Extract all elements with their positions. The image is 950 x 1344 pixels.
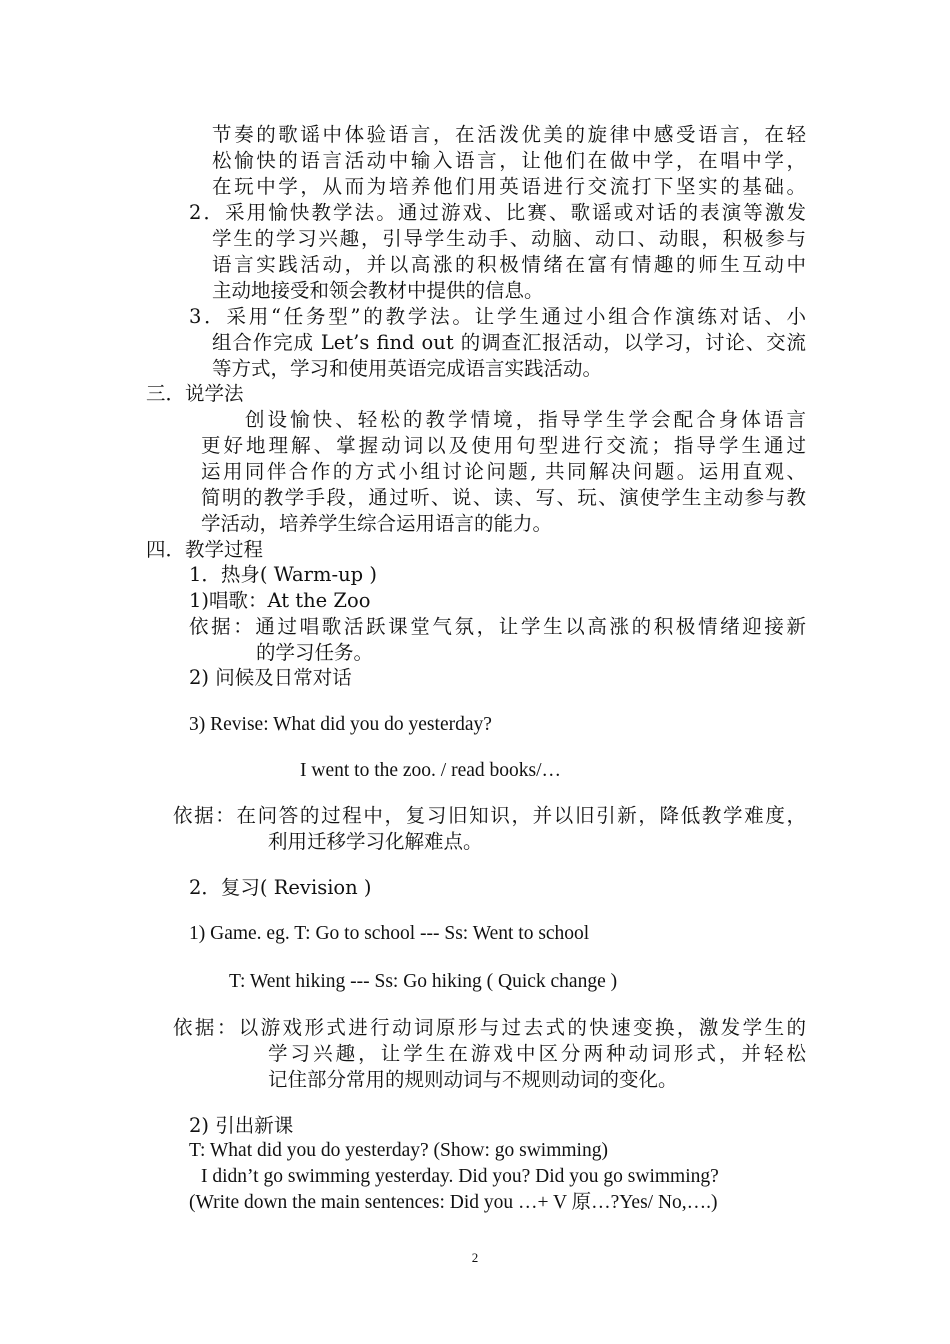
text-line: 依据：以游戏形式进行动词原形与过去式的快速变换，激发学生的 [173, 1016, 806, 1039]
section-heading-4: 四．教学过程 [146, 538, 264, 561]
section-heading-3: 三．说学法 [146, 382, 244, 405]
subsection-heading: 2．复习( Revision ) [189, 876, 372, 899]
text-line: T: What did you do yesterday? (Show: go swimming) [189, 1140, 608, 1161]
text-line: 运用同伴合作的方式小组讨论问题, 共同解决问题。运用直观、 [201, 460, 806, 483]
text-line: 学活动，培养学生综合运用语言的能力。 [201, 512, 553, 535]
text-line: I didn’t go swimming yesterday. Did you? Did you go swimming? [201, 1166, 719, 1187]
text-line: 1) Game. eg. T: Go to school --- Ss: Went to school [189, 923, 590, 944]
text-line: 节奏的歌谣中体验语言，在活泼优美的旋律中感受语言，在轻 [212, 123, 806, 146]
subsection-heading: 1．热身( Warm-up ) [189, 563, 377, 586]
text-line: 松愉快的语言活动中输入语言，让他们在做中学，在唱中学， [212, 149, 806, 172]
text-line: 2) 引出新课 [189, 1114, 294, 1137]
text-line: 等方式，学习和使用英语完成语言实践活动。 [212, 357, 603, 380]
text-line: 依据：在问答的过程中，复习旧知识，并以旧引新，降低教学难度， [173, 804, 806, 827]
text-line: 记住部分常用的规则动词与不规则动词的变化。 [268, 1068, 678, 1091]
text-line: 利用迁移学习化解难点。 [268, 830, 483, 853]
text-line: 创设愉快、轻松的教学情境，指导学生学会配合身体语言 [245, 408, 806, 431]
text-line: 学生的学习兴趣，引导学生动手、动脑、动口、动眼，积极参与 [212, 227, 806, 250]
text-line: 简明的教学手段，通过听、说、读、写、玩、演使学生主动参与教 [201, 486, 806, 509]
text-line: 的学习任务。 [256, 641, 374, 664]
text-line: 组合作完成 Let’s find out 的调查汇报活动，以学习，讨论、交流 [212, 331, 806, 354]
text-line: 3) Revise: What did you do yesterday? [189, 714, 492, 735]
list-item-2: 2．采用愉快教学法。通过游戏、比赛、歌谣或对话的表演等激发 [189, 201, 806, 224]
page-number: 2 [471, 1250, 479, 1265]
text-line: 在玩中学，从而为培养他们用英语进行交流打下坚实的基础。 [212, 175, 806, 198]
text-line: T: Went hiking --- Ss: Go hiking ( Quick change ) [229, 971, 618, 992]
list-item-3: 3．采用“任务型”的教学法。让学生通过小组合作演练对话、小 [189, 305, 806, 328]
text-line: I went to the zoo. / read books/… [300, 760, 562, 781]
text-line: (Write down the main sentences: Did you …+ V 原…?Yes/ No,….) [189, 1192, 718, 1213]
text-line: 主动地接受和领会教材中提供的信息。 [212, 279, 544, 302]
text-line: 语言实践活动，并以高涨的积极情绪在富有情趣的师生互动中 [212, 253, 806, 276]
text-line: 2) 问候及日常对话 [189, 666, 352, 689]
text-line: 依据：通过唱歌活跃课堂气氛，让学生以高涨的积极情绪迎接新 [189, 615, 806, 638]
text-line: 1)唱歌：At the Zoo [189, 589, 371, 612]
text-line: 学习兴趣，让学生在游戏中区分两种动词形式，并轻松 [268, 1042, 806, 1065]
text-line: 更好地理解、掌握动词以及使用句型进行交流；指导学生通过 [201, 434, 806, 457]
